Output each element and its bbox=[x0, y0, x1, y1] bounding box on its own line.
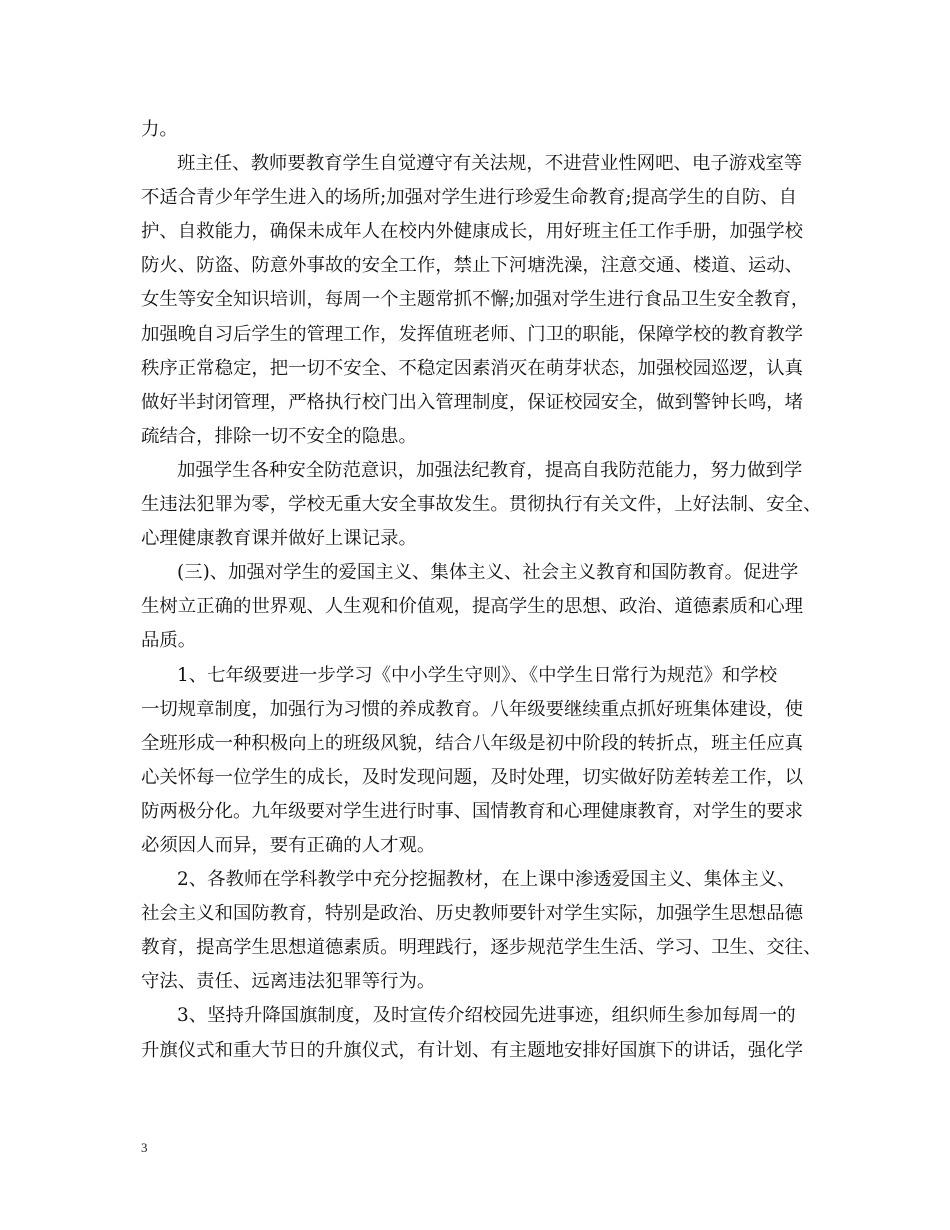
text-line: 心关怀每一位学生的成长，及时发现问题，及时处理，切实做好防差转差工作，以 bbox=[141, 766, 804, 788]
text-line: 班主任、教师要教育学生自觉遵守有关法规，不进营业性网吧、电子游戏室等 bbox=[177, 153, 803, 175]
text-line: 一切规章制度，加强行为习惯的养成教育。八年级要继续重点抓好班集体建设，使 bbox=[141, 698, 804, 720]
text-line: 生违法犯罪为零，学校无重大安全事故发生。贯彻执行有关文件，上好法制、安全、 bbox=[141, 494, 822, 516]
text-line: 品质。 bbox=[141, 630, 197, 652]
document-body bbox=[141, 113, 822, 1068]
text-line: 教育，提高学生思想道德素质。明理践行，逐步规范学生生活、学习、卫生、交往、 bbox=[141, 937, 822, 959]
text-line: 全班形成一种积极向上的班级风貌，结合八年级是初中阶段的转折点，班主任应真 bbox=[141, 732, 804, 754]
text-line: 做好半封闭管理，严格执行校门出入管理制度，保证校园安全，做到警钟长鸣，堵 bbox=[141, 391, 804, 413]
text-line: 必须因人而异，要有正确的人才观。 bbox=[141, 834, 436, 856]
text-line: 心理健康教育课并做好上课记录。 bbox=[141, 528, 417, 550]
text-line: 2、各教师在学科教学中充分挖掘教材，在上课中渗透爱国主义、集体主义、 bbox=[177, 869, 796, 891]
text-line: 生树立正确的世界观、人生观和价值观，提高学生的思想、政治、道德素质和心理 bbox=[141, 596, 804, 618]
text-line: 守法、责任、远离违法犯罪等行为。 bbox=[141, 971, 436, 993]
text-line: 护、自救能力，确保未成年人在校内外健康成长，用好班主任工作手册，加强学校 bbox=[141, 221, 804, 243]
text-line: 防两极分化。九年级要对学生进行时事、国情教育和心理健康教育，对学生的要求 bbox=[141, 800, 804, 822]
text-line: 不适合青少年学生进入的场所;加强对学生进行珍爱生命教育;提高学生的自防、自 bbox=[141, 187, 798, 209]
text-line: 防火、防盗、防意外事故的安全工作，禁止下河塘洗澡，注意交通、楼道、运动、 bbox=[141, 255, 804, 277]
text-line: 力。 bbox=[141, 119, 178, 140]
text-line: 女生等安全知识培训，每周一个主题常抓不懈;加强对学生进行食品卫生安全教育， bbox=[141, 289, 810, 311]
text-line: 升旗仪式和重大节日的升旗仪式，有计划、有主题地安排好国旗下的讲话，强化学 bbox=[141, 1039, 804, 1061]
text-line: 秩序正常稳定，把一切不安全、不稳定因素消灭在萌芽状态，加强校园巡逻，认真 bbox=[141, 357, 804, 379]
text-line: 3、坚持升降国旗制度，及时宣传介绍校园先进事迹，组织师生参加每周一的 bbox=[177, 1005, 796, 1027]
page-number: 3 bbox=[141, 1140, 148, 1155]
text-line: 1、七年级要进一步学习《中小学生守则》、《中学生日常行为规范》和学校 bbox=[177, 664, 778, 686]
text-line: (三)、加强对学生的爱国主义、集体主义、社会主义教育和国防教育。促进学 bbox=[177, 562, 799, 584]
text-line: 加强学生各种安全防范意识，加强法纪教育，提高自我防范能力，努力做到学 bbox=[177, 459, 803, 481]
text-line: 加强晚自习后学生的管理工作，发挥值班老师、门卫的职能，保障学校的教育教学 bbox=[141, 323, 804, 345]
text-line: 疏结合，排除一切不安全的隐患。 bbox=[141, 425, 417, 447]
text-line: 社会主义和国防教育，特别是政治、历史教师要针对学生实际，加强学生思想品德 bbox=[141, 903, 804, 925]
